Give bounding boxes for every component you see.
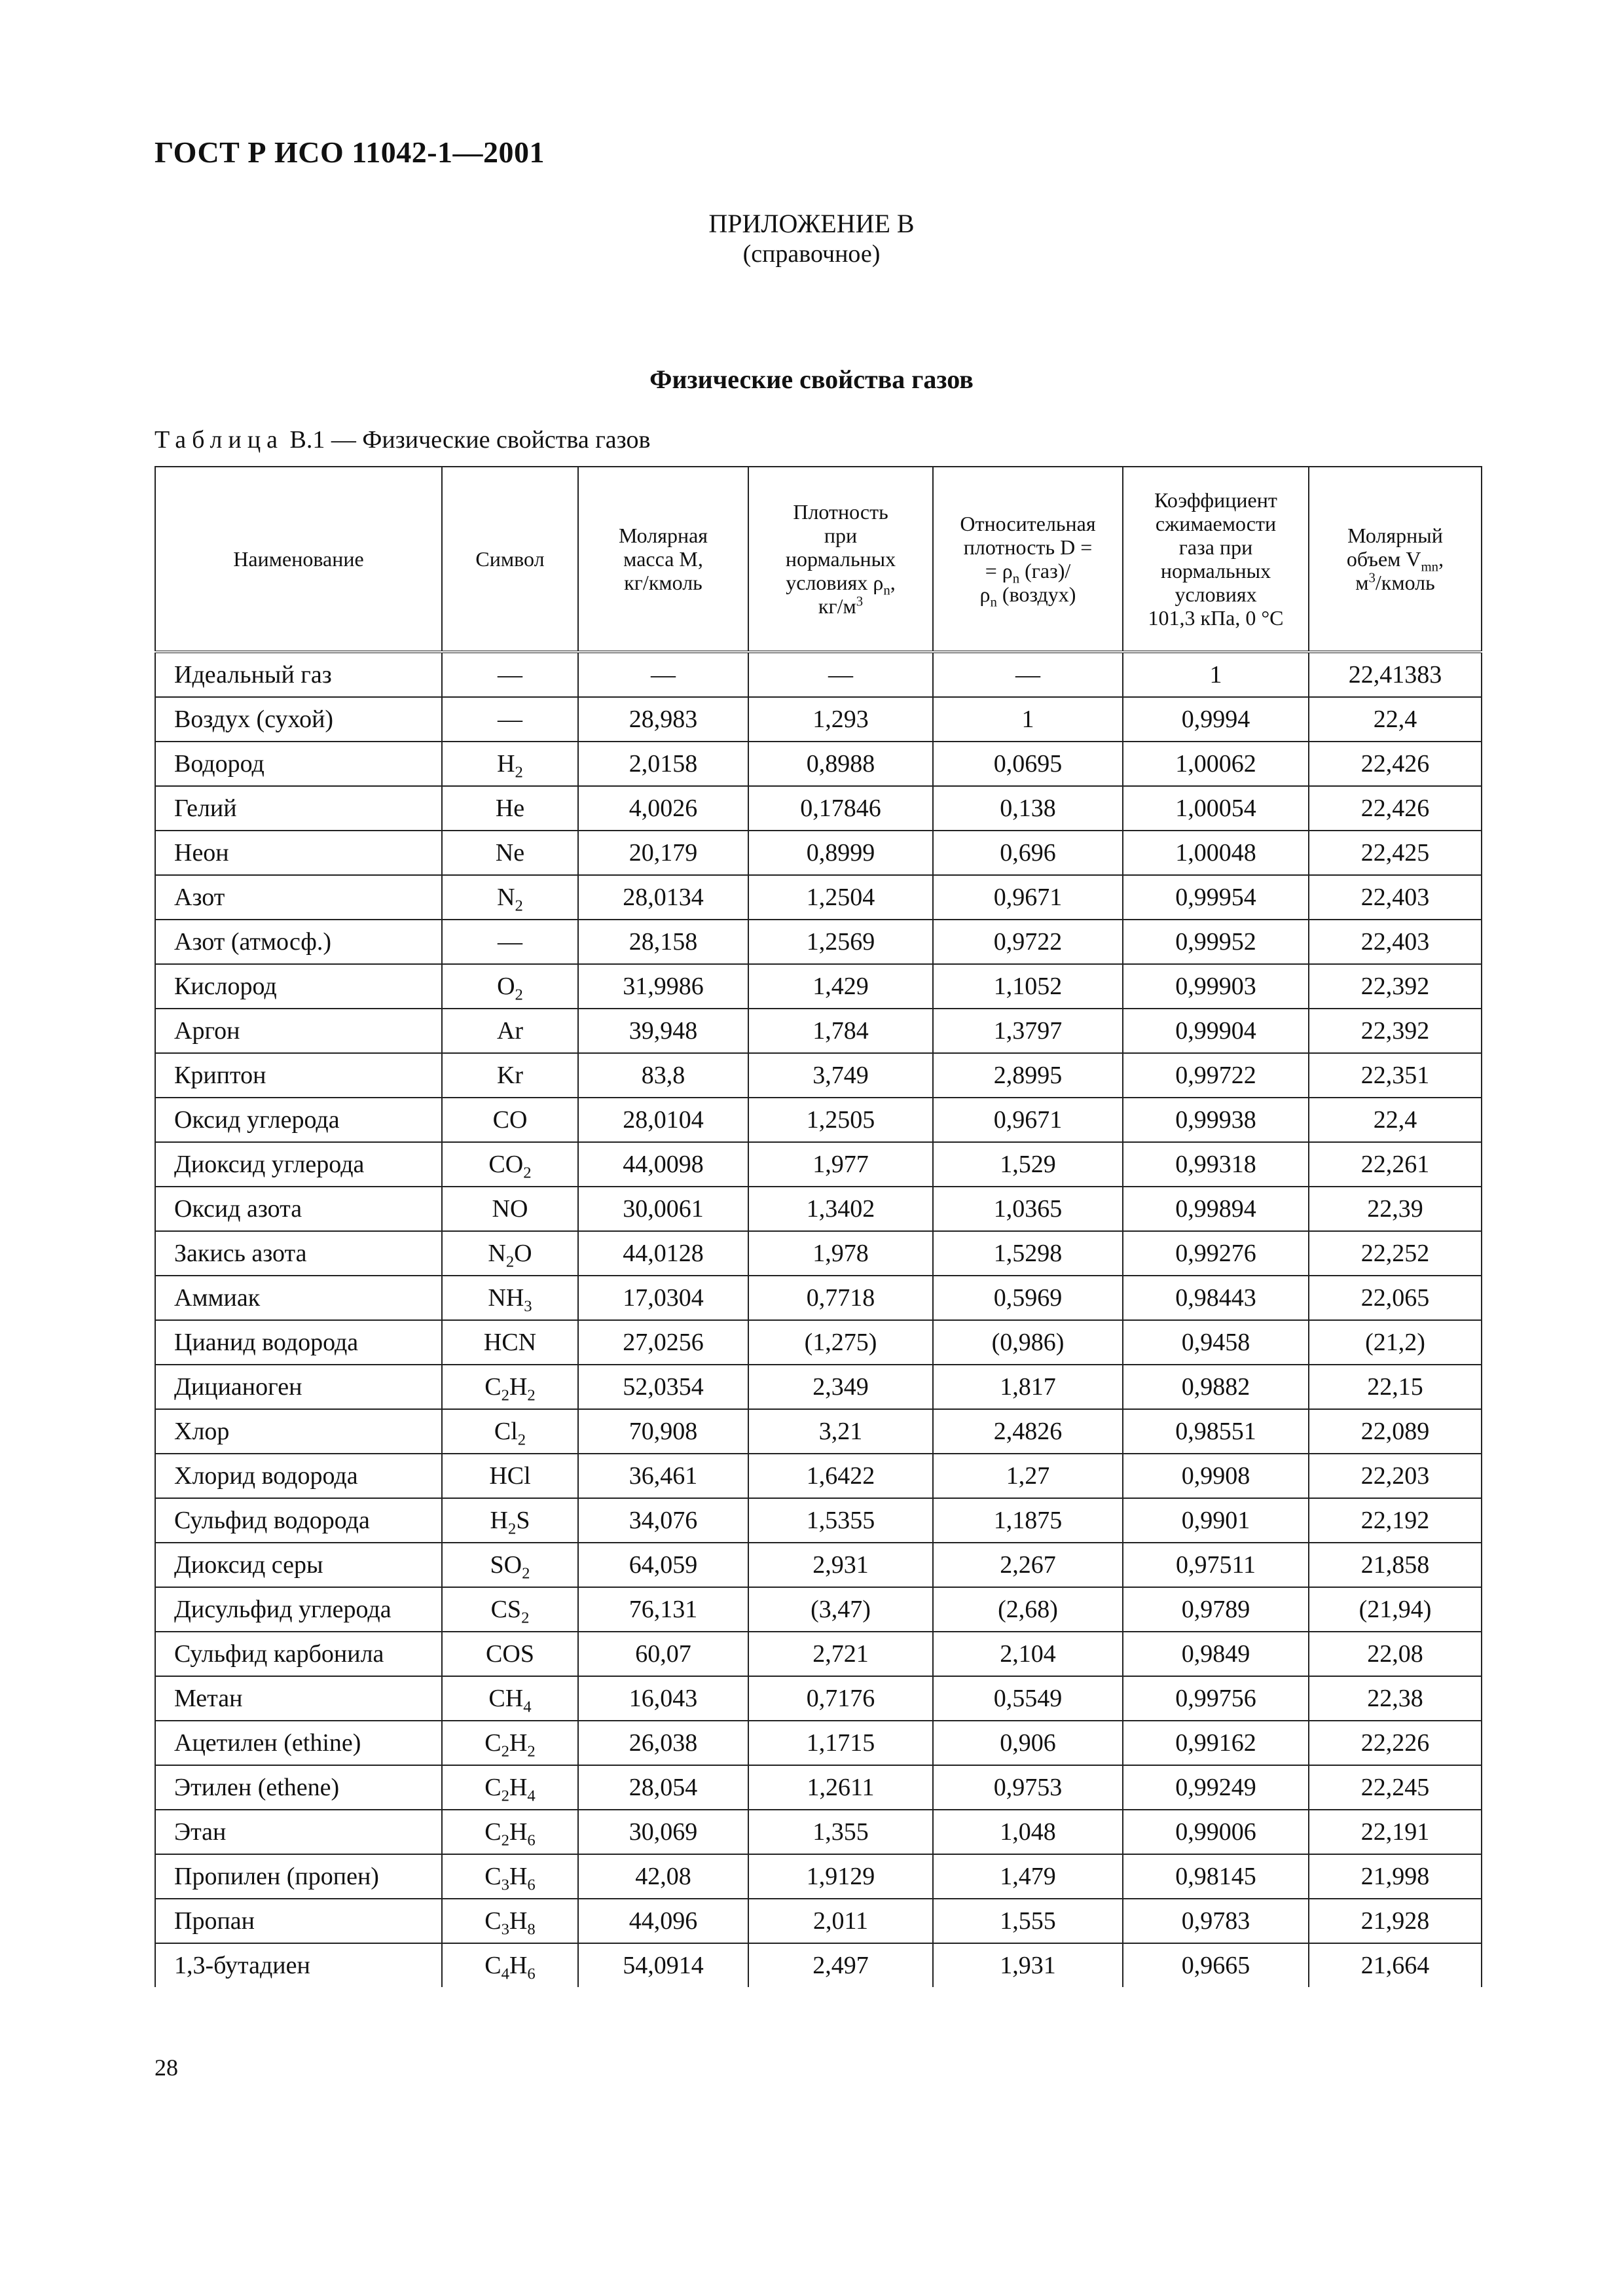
cell-name: Этилен (ethene)	[155, 1765, 442, 1810]
cell-molar-volume: 22,226	[1309, 1721, 1482, 1765]
cell-compressibility: 0,9665	[1123, 1943, 1309, 1987]
table-row	[155, 875, 1482, 920]
cell-relative-density: 0,9722	[933, 920, 1123, 964]
cell-molar-mass: 28,0104	[578, 1098, 748, 1142]
cell-compressibility: 0,9901	[1123, 1498, 1309, 1543]
cell-molar-volume: 22,38	[1309, 1676, 1482, 1721]
table-row	[155, 1676, 1482, 1721]
cell-symbol: $N_2$	[442, 875, 578, 920]
cell-molar-volume: 22,08	[1309, 1632, 1482, 1676]
cell-relative-density: 1,817	[933, 1365, 1123, 1409]
cell-symbol: $CH_4$	[442, 1676, 578, 1721]
cell-molar-mass: 76,131	[578, 1587, 748, 1632]
cell-relative-density: 1,048	[933, 1810, 1123, 1854]
cell-molar-volume: 22,065	[1309, 1276, 1482, 1320]
cell-molar-volume: 21,998	[1309, 1854, 1482, 1899]
appendix-title: ПРИЛОЖЕНИЕ В	[708, 209, 915, 238]
cell-density: 1,429	[748, 964, 933, 1009]
cell-name: Сульфид водорода	[155, 1498, 442, 1543]
cell-name: Пропилен (пропен)	[155, 1854, 442, 1899]
cell-symbol: $C_2H_6$	[442, 1810, 578, 1854]
cell-molar-volume: 22,426	[1309, 742, 1482, 786]
cell-relative-density: 0,9753	[933, 1765, 1123, 1810]
cell-name: Азот	[155, 875, 442, 920]
cell-molar-mass: 26,038	[578, 1721, 748, 1765]
cell-relative-density: 0,5549	[933, 1676, 1123, 1721]
table-header-row	[155, 467, 1482, 652]
cell-relative-density: 1,27	[933, 1454, 1123, 1498]
cell-relative-density: 1,1052	[933, 964, 1123, 1009]
cell-symbol: Kr	[442, 1053, 578, 1098]
cell-density: 1,978	[748, 1231, 933, 1276]
cell-density: 1,2569	[748, 920, 933, 964]
cell-molar-mass: 27,0256	[578, 1320, 748, 1365]
cell-name: Дисульфид углерода	[155, 1587, 442, 1632]
table-row	[155, 1053, 1482, 1098]
cell-symbol: He	[442, 786, 578, 831]
cell-molar-mass: 54,0914	[578, 1943, 748, 1987]
cell-relative-density: 0,0695	[933, 742, 1123, 786]
cell-relative-density: 1,529	[933, 1142, 1123, 1187]
cell-molar-volume: 21,664	[1309, 1943, 1482, 1987]
table-row	[155, 1009, 1482, 1053]
cell-molar-mass: 17,0304	[578, 1276, 748, 1320]
cell-density: 1,3402	[748, 1187, 933, 1231]
cell-name: Идеальный газ	[155, 652, 442, 697]
cell-density: 3,749	[748, 1053, 933, 1098]
cell-molar-mass: 39,948	[578, 1009, 748, 1053]
cell-molar-volume: 22,425	[1309, 831, 1482, 875]
table-row	[155, 1854, 1482, 1899]
cell-molar-mass: 2,0158	[578, 742, 748, 786]
table-row	[155, 1943, 1482, 1987]
cell-molar-mass: 60,07	[578, 1632, 748, 1676]
cell-name: Хлорид водорода	[155, 1454, 442, 1498]
cell-compressibility: 0,9458	[1123, 1320, 1309, 1365]
cell-density: 2,931	[748, 1543, 933, 1587]
cell-compressibility: 0,99006	[1123, 1810, 1309, 1854]
cell-molar-volume: (21,94)	[1309, 1587, 1482, 1632]
cell-density: 1,2611	[748, 1765, 933, 1810]
cell-symbol: HCl	[442, 1454, 578, 1498]
table-row	[155, 742, 1482, 786]
cell-relative-density: 0,9671	[933, 1098, 1123, 1142]
table-row	[155, 1543, 1482, 1587]
cell-name: Метан	[155, 1676, 442, 1721]
cell-molar-mass: 44,0098	[578, 1142, 748, 1187]
cell-name: Неон	[155, 831, 442, 875]
cell-density: 1,5355	[748, 1498, 933, 1543]
table-row	[155, 786, 1482, 831]
cell-symbol: Ne	[442, 831, 578, 875]
cell-name: Диоксид углерода	[155, 1142, 442, 1187]
appendix-subtitle: (справочное)	[742, 240, 881, 268]
cell-compressibility: 0,99954	[1123, 875, 1309, 920]
column-header-name: Наименование	[155, 467, 442, 652]
cell-compressibility: 0,99904	[1123, 1009, 1309, 1053]
cell-density: 1,784	[748, 1009, 933, 1053]
cell-symbol: CO	[442, 1098, 578, 1142]
cell-name: Оксид углерода	[155, 1098, 442, 1142]
cell-symbol: $H_2S$	[442, 1498, 578, 1543]
cell-relative-density: 1,931	[933, 1943, 1123, 1987]
cell-density: 1,6422	[748, 1454, 933, 1498]
cell-density: (3,47)	[748, 1587, 933, 1632]
column-header-molar-mass: Молярная масса М, кг/кмоль	[578, 467, 748, 652]
table-row	[155, 1276, 1482, 1320]
column-header-compressibility: Коэффициент сжимаемости газа при нормальных условиях 101,3 кПа, 0 °С	[1123, 467, 1309, 652]
cell-compressibility: 0,9882	[1123, 1365, 1309, 1409]
cell-compressibility: 0,99722	[1123, 1053, 1309, 1098]
cell-symbol: $C_3H_8$	[442, 1899, 578, 1943]
cell-compressibility: 1,00048	[1123, 831, 1309, 875]
cell-name: Ацетилен (ethine)	[155, 1721, 442, 1765]
table-row	[155, 652, 1482, 697]
cell-molar-volume: 22,192	[1309, 1498, 1482, 1543]
cell-molar-volume: 22,403	[1309, 875, 1482, 920]
table-row	[155, 1142, 1482, 1187]
cell-name: Дицианоген	[155, 1365, 442, 1409]
cell-molar-volume: 22,4	[1309, 1098, 1482, 1142]
cell-relative-density: 2,104	[933, 1632, 1123, 1676]
column-header-molar-volume: Молярный объем $V_{mn}$, $м^3$/кмоль	[1309, 467, 1482, 652]
cell-molar-mass: 34,076	[578, 1498, 748, 1543]
cell-molar-mass: 83,8	[578, 1053, 748, 1098]
cell-name: Воздух (сухой)	[155, 697, 442, 742]
cell-name: Гелий	[155, 786, 442, 831]
table-row	[155, 831, 1482, 875]
cell-name: Пропан	[155, 1899, 442, 1943]
table-row	[155, 1187, 1482, 1231]
cell-name: Азот (атмосф.)	[155, 920, 442, 964]
cell-density: —	[748, 652, 933, 697]
table-row	[155, 1721, 1482, 1765]
cell-compressibility: 0,99249	[1123, 1765, 1309, 1810]
table-row	[155, 697, 1482, 742]
cell-compressibility: 0,99894	[1123, 1187, 1309, 1231]
cell-molar-volume: 22,191	[1309, 1810, 1482, 1854]
cell-compressibility: 0,98443	[1123, 1276, 1309, 1320]
cell-molar-volume: 21,858	[1309, 1543, 1482, 1587]
cell-symbol: $N_2O$	[442, 1231, 578, 1276]
cell-compressibility: 0,9994	[1123, 697, 1309, 742]
cell-density: 2,011	[748, 1899, 933, 1943]
table-row	[155, 1810, 1482, 1854]
cell-relative-density: —	[933, 652, 1123, 697]
cell-symbol: NO	[442, 1187, 578, 1231]
cell-molar-volume: (21,2)	[1309, 1320, 1482, 1365]
cell-molar-mass: 28,158	[578, 920, 748, 964]
cell-density: 1,293	[748, 697, 933, 742]
cell-density: 0,7176	[748, 1676, 933, 1721]
table-row	[155, 1231, 1482, 1276]
cell-molar-mass: 36,461	[578, 1454, 748, 1498]
cell-density: 0,8988	[748, 742, 933, 786]
cell-molar-volume: 22,426	[1309, 786, 1482, 831]
table-row	[155, 1899, 1482, 1943]
cell-compressibility: 0,99952	[1123, 920, 1309, 964]
cell-symbol: $C_4H_6$	[442, 1943, 578, 1987]
cell-compressibility: 0,9849	[1123, 1632, 1309, 1676]
cell-relative-density: 0,696	[933, 831, 1123, 875]
cell-symbol: $CS_2$	[442, 1587, 578, 1632]
cell-density: 1,355	[748, 1810, 933, 1854]
cell-compressibility: 0,9789	[1123, 1587, 1309, 1632]
cell-symbol: —	[442, 652, 578, 697]
cell-molar-volume: 22,15	[1309, 1365, 1482, 1409]
cell-symbol: Ar	[442, 1009, 578, 1053]
cell-density: 0,8999	[748, 831, 933, 875]
cell-molar-volume: 22,41383	[1309, 652, 1482, 697]
cell-symbol: $C_3H_6$	[442, 1854, 578, 1899]
cell-molar-volume: 22,39	[1309, 1187, 1482, 1231]
cell-relative-density: 0,906	[933, 1721, 1123, 1765]
table-row	[155, 1098, 1482, 1142]
cell-density: 3,21	[748, 1409, 933, 1454]
cell-relative-density: 0,138	[933, 786, 1123, 831]
cell-symbol: $O_2$	[442, 964, 578, 1009]
cell-molar-volume: 22,261	[1309, 1142, 1482, 1187]
cell-name: Диоксид серы	[155, 1543, 442, 1587]
cell-name: 1,3-бутадиен	[155, 1943, 442, 1987]
cell-molar-mass: 30,069	[578, 1810, 748, 1854]
cell-relative-density: 2,4826	[933, 1409, 1123, 1454]
cell-molar-volume: 21,928	[1309, 1899, 1482, 1943]
cell-molar-mass: 28,054	[578, 1765, 748, 1810]
cell-molar-mass: 20,179	[578, 831, 748, 875]
cell-name: Оксид азота	[155, 1187, 442, 1231]
cell-relative-density: 1,1875	[933, 1498, 1123, 1543]
cell-molar-mass: 52,0354	[578, 1365, 748, 1409]
cell-name: Этан	[155, 1810, 442, 1854]
cell-molar-mass: 64,059	[578, 1543, 748, 1587]
cell-density: (1,275)	[748, 1320, 933, 1365]
column-header-density: Плотность при нормальных условиях $\rho_n$, $кг/м^3$	[748, 467, 933, 652]
cell-molar-mass: 42,08	[578, 1854, 748, 1899]
cell-molar-mass: 31,9986	[578, 964, 748, 1009]
cell-name: Закись азота	[155, 1231, 442, 1276]
column-header-relative-density: Относительная плотность D = = $\rho_n$ (газ)/ $\rho_n$ (воздух)	[933, 467, 1123, 652]
cell-symbol: —	[442, 920, 578, 964]
table-row	[155, 1765, 1482, 1810]
gas-properties-table	[155, 466, 1482, 1987]
table-row	[155, 1320, 1482, 1365]
cell-relative-density: (2,68)	[933, 1587, 1123, 1632]
cell-compressibility: 0,99318	[1123, 1142, 1309, 1187]
cell-compressibility: 0,97511	[1123, 1543, 1309, 1587]
table-row	[155, 1365, 1482, 1409]
cell-symbol: $C_2H_2$	[442, 1365, 578, 1409]
table-row	[155, 1498, 1482, 1543]
cell-density: 2,721	[748, 1632, 933, 1676]
cell-density: 1,9129	[748, 1854, 933, 1899]
cell-name: Водород	[155, 742, 442, 786]
cell-symbol: —	[442, 697, 578, 742]
cell-name: Аргон	[155, 1009, 442, 1053]
cell-molar-volume: 22,351	[1309, 1053, 1482, 1098]
cell-molar-mass: 44,096	[578, 1899, 748, 1943]
cell-name: Цианид водорода	[155, 1320, 442, 1365]
cell-relative-density: 2,8995	[933, 1053, 1123, 1098]
cell-relative-density: 1,5298	[933, 1231, 1123, 1276]
cell-symbol: HCN	[442, 1320, 578, 1365]
document-code: ГОСТ Р ИСО 11042-1—2001	[155, 135, 545, 169]
cell-compressibility: 0,98145	[1123, 1854, 1309, 1899]
cell-symbol: $Cl_2$	[442, 1409, 578, 1454]
cell-relative-density: 0,5969	[933, 1276, 1123, 1320]
cell-compressibility: 0,99276	[1123, 1231, 1309, 1276]
cell-compressibility: 0,99162	[1123, 1721, 1309, 1765]
cell-relative-density: 1	[933, 697, 1123, 742]
cell-symbol: $NH_3$	[442, 1276, 578, 1320]
table-row	[155, 1409, 1482, 1454]
cell-name: Хлор	[155, 1409, 442, 1454]
cell-compressibility: 0,99938	[1123, 1098, 1309, 1142]
cell-molar-volume: 22,245	[1309, 1765, 1482, 1810]
cell-relative-density: 1,0365	[933, 1187, 1123, 1231]
cell-molar-mass: 28,983	[578, 697, 748, 742]
cell-molar-mass: 30,0061	[578, 1187, 748, 1231]
cell-molar-volume: 22,4	[1309, 697, 1482, 742]
cell-name: Сульфид карбонила	[155, 1632, 442, 1676]
cell-symbol: $C_2H_2$	[442, 1721, 578, 1765]
cell-symbol: $H_2$	[442, 742, 578, 786]
cell-compressibility: 1,00062	[1123, 742, 1309, 786]
cell-relative-density: 2,267	[933, 1543, 1123, 1587]
table-row	[155, 964, 1482, 1009]
cell-compressibility: 0,9783	[1123, 1899, 1309, 1943]
cell-density: 0,17846	[748, 786, 933, 831]
table-caption	[155, 425, 650, 454]
cell-molar-mass: 44,0128	[578, 1231, 748, 1276]
cell-compressibility: 1,00054	[1123, 786, 1309, 831]
column-header-symbol: Символ	[442, 467, 578, 652]
cell-molar-mass: 70,908	[578, 1409, 748, 1454]
table-caption-rest: В.1 — Физические свойства газов	[283, 426, 651, 454]
cell-symbol: $SO_2$	[442, 1543, 578, 1587]
cell-name: Кислород	[155, 964, 442, 1009]
cell-molar-mass: —	[578, 652, 748, 697]
cell-molar-volume: 22,203	[1309, 1454, 1482, 1498]
cell-molar-volume: 22,252	[1309, 1231, 1482, 1276]
cell-relative-density: 1,479	[933, 1854, 1123, 1899]
section-title: Физические свойства газов	[649, 365, 974, 394]
cell-compressibility: 1	[1123, 652, 1309, 697]
cell-molar-volume: 22,392	[1309, 1009, 1482, 1053]
cell-relative-density: (0,986)	[933, 1320, 1123, 1365]
cell-compressibility: 0,98551	[1123, 1409, 1309, 1454]
cell-density: 0,7718	[748, 1276, 933, 1320]
cell-molar-volume: 22,392	[1309, 964, 1482, 1009]
table-row	[155, 1587, 1482, 1632]
cell-molar-mass: 4,0026	[578, 786, 748, 831]
cell-compressibility: 0,99903	[1123, 964, 1309, 1009]
cell-relative-density: 0,9671	[933, 875, 1123, 920]
cell-density: 1,977	[748, 1142, 933, 1187]
table-row	[155, 1632, 1482, 1676]
cell-molar-mass: 28,0134	[578, 875, 748, 920]
table-caption-prefix: Таблица	[155, 426, 284, 454]
cell-molar-volume: 22,403	[1309, 920, 1482, 964]
cell-symbol: $C_2H_4$	[442, 1765, 578, 1810]
cell-relative-density: 1,555	[933, 1899, 1123, 1943]
cell-symbol: $CO_2$	[442, 1142, 578, 1187]
cell-density: 2,497	[748, 1943, 933, 1987]
cell-name: Криптон	[155, 1053, 442, 1098]
cell-compressibility: 0,99756	[1123, 1676, 1309, 1721]
cell-density: 1,2505	[748, 1098, 933, 1142]
table-row	[155, 1454, 1482, 1498]
cell-molar-mass: 16,043	[578, 1676, 748, 1721]
page-number: 28	[155, 2054, 178, 2081]
cell-relative-density: 1,3797	[933, 1009, 1123, 1053]
cell-density: 1,1715	[748, 1721, 933, 1765]
cell-density: 2,349	[748, 1365, 933, 1409]
cell-compressibility: 0,9908	[1123, 1454, 1309, 1498]
table-row	[155, 920, 1482, 964]
cell-molar-volume: 22,089	[1309, 1409, 1482, 1454]
cell-name: Аммиак	[155, 1276, 442, 1320]
cell-symbol: COS	[442, 1632, 578, 1676]
cell-density: 1,2504	[748, 875, 933, 920]
table-body	[155, 652, 1482, 1987]
